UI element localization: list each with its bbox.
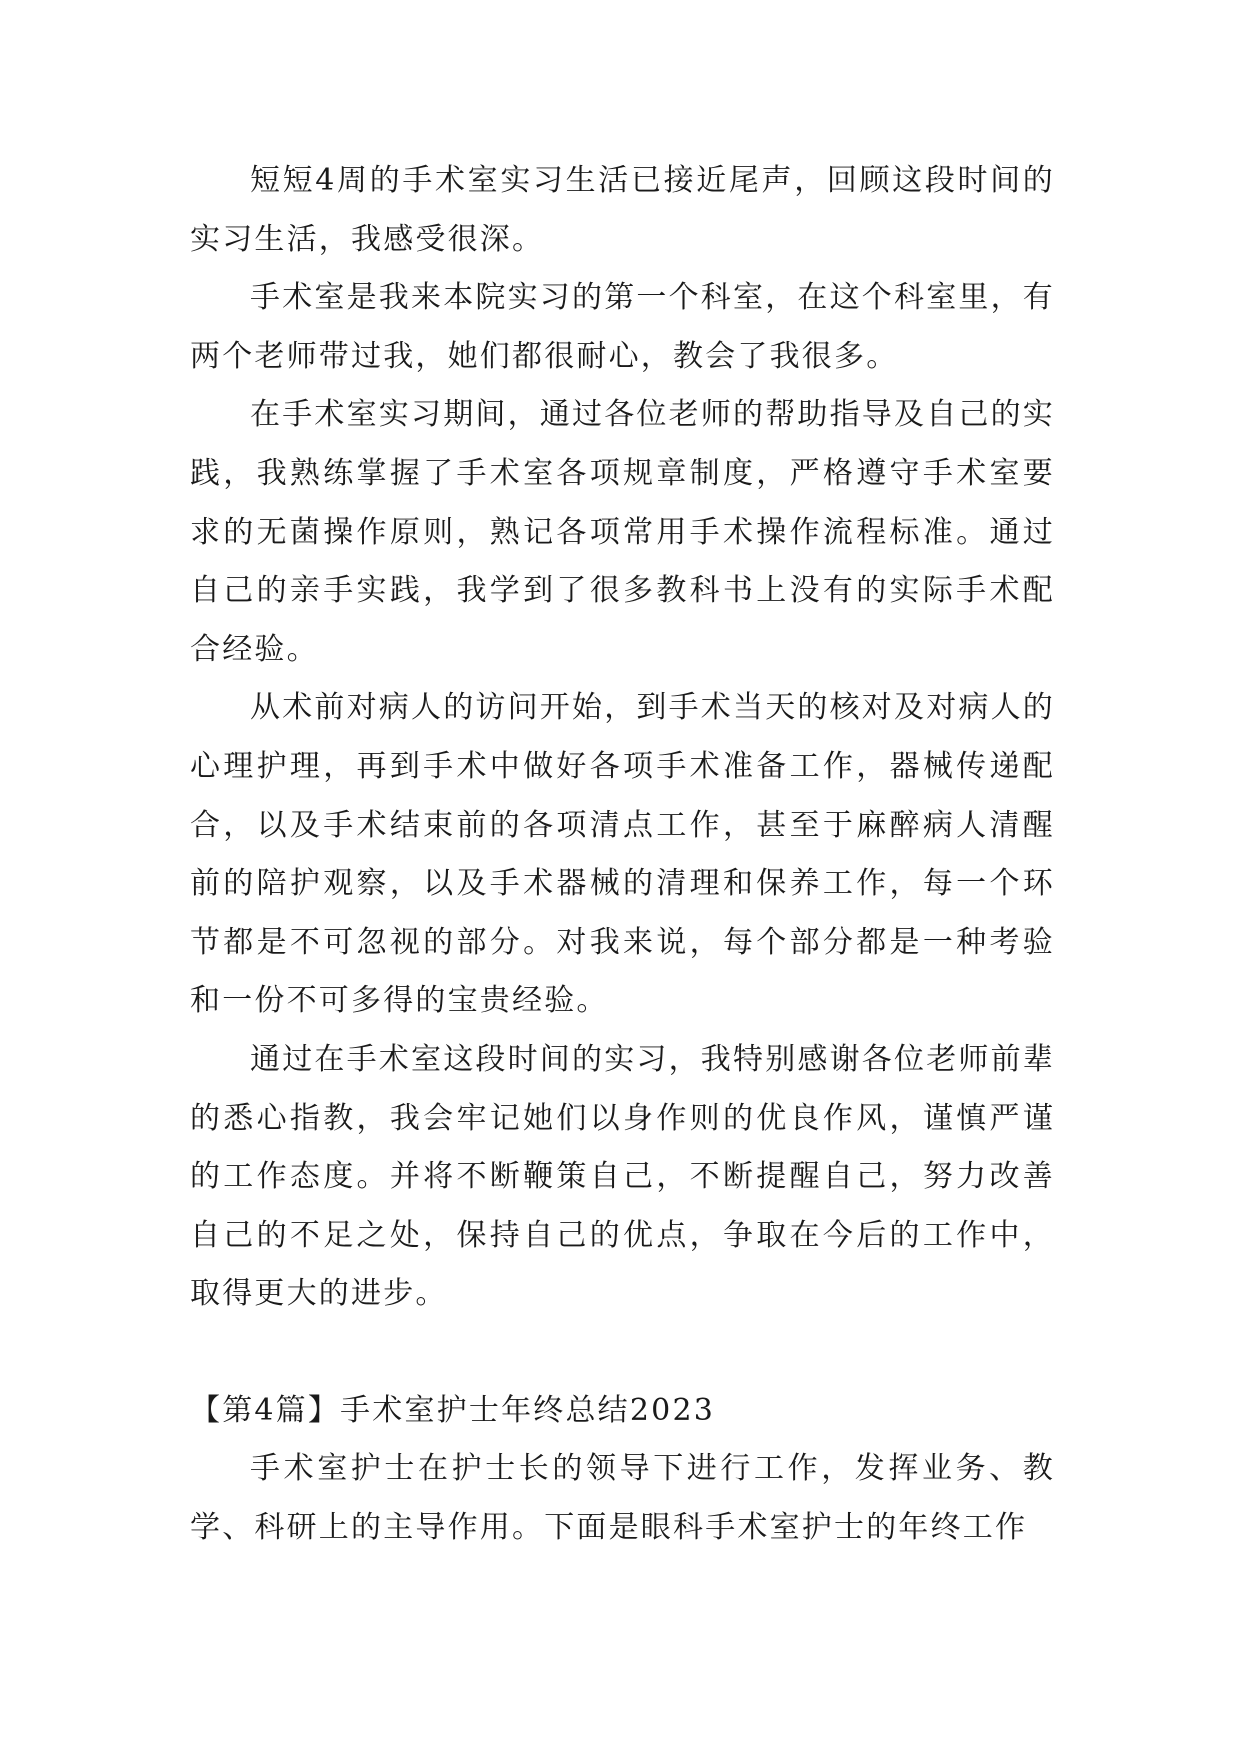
paragraph-1: 短短4周的手术室实习生活已接近尾声，回顾这段时间的实习生活，我感受很深。 bbox=[190, 163, 1055, 257]
paragraph-3: 在手术室实习期间，通过各位老师的帮助指导及自己的实践，我熟练掌握了手术室各项规章制度，严格遵守手术室要求的无菌操作原则，熟记各项常用手术操作流程标准。通过自己的亲手实践，我学到了很多教科书上没有的实际手术配合经验。 bbox=[190, 397, 1055, 667]
paragraph-5: 通过在手术室这段时间的实习，我特别感谢各位老师前辈的悉心指教，我会牢记她们以身作则的优良作风，谨慎严谨的工作态度。并将不断鞭策自己，不断提醒自己，努力改善自己的不足之处，保持自己的优点，争取在今后的工作中，取得更大的进步。 bbox=[190, 1041, 1055, 1312]
section-paragraph: 手术室护士在护士长的领导下进行工作，发挥业务、教学、科研上的主导作用。下面是眼科手术室护士的年终工作 bbox=[190, 1451, 1055, 1546]
document-body bbox=[190, 152, 1055, 1558]
paragraph-4: 从术前对病人的访问开始，到手术当天的核对及对病人的心理护理，再到手术中做好各项手术准备工作，器械传递配合，以及手术结束前的各项清点工作，甚至于麻醉病人清醒前的陪护观察，以及手术器械的清理和保养工作，每一个环节都是不可忽视的部分。对我来说，每个部分都是一种考验和一份不可多得的宝贵经验。 bbox=[190, 690, 1055, 1019]
section-title: 【第4篇】手术室护士年终总结2023 bbox=[190, 1392, 716, 1428]
paragraph-2: 手术室是我来本院实习的第一个科室，在这个科室里，有两个老师带过我，她们都很耐心，教会了我很多。 bbox=[190, 280, 1055, 374]
